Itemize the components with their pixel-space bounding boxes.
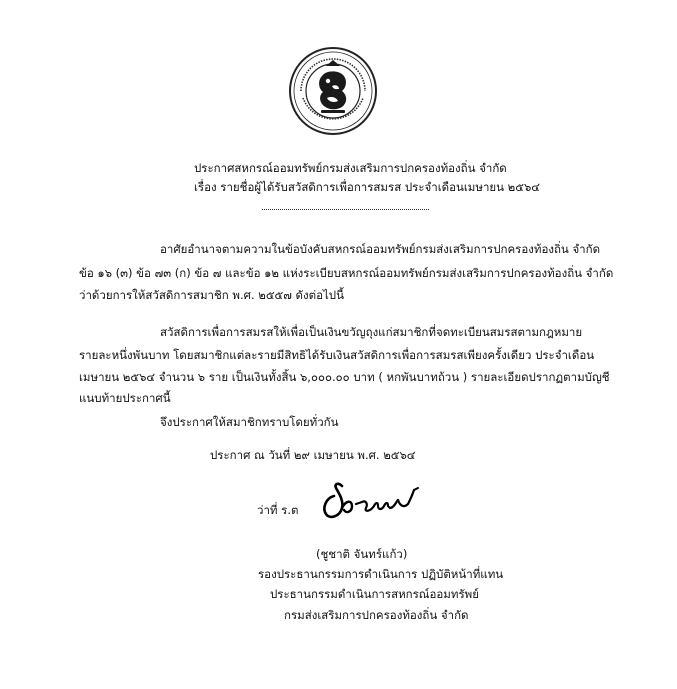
acting-label: ว่าที่ ร.ต [257, 503, 299, 517]
signatory-position-line2: ประธานกรรมดำเนินการสหกรณ์ออมทรัพย์ [270, 587, 479, 601]
para3-line: จึงประกาศให้สมาชิกทราบโดยทั่วกัน [160, 415, 339, 429]
dotted-divider [262, 209, 429, 210]
para2-line3: เมษายน ๒๕๖๔ จำนวน ๖ ราย เป็นเงินทั้งสิ้น ๖,๐๐๐.๐๐ บาท ( หกพันบาทถ้วน ) รายละเอียดปรากฏตามบัญชี [79, 370, 610, 384]
handwritten-signature [316, 478, 441, 528]
announce-date: ประกาศ ณ วันที่ ๒๙ เมษายน พ.ศ. ๒๕๖๔ [210, 448, 416, 462]
para2-line2: รายละหนึ่งพันบาท โดยสมาชิกแต่ละรายมีสิทธิได้รับเงินสวัสดิการเพื่อการสมรสเพียงครั้งเดียว ประจำเดือน [79, 348, 595, 362]
para1-line2: ข้อ ๑๖ (๓) ข้อ ๗๓ (ก) ข้อ ๗ และข้อ ๑๒ แห่งระเบียบสหกรณ์ออมทรัพย์กรมส่งเสริมการปกครองท้องถิ่น จำกัด [79, 266, 614, 280]
signatory-position-line1: รองประธานกรรมการดำเนินการ ปฏิบัติหน้าที่แทน [258, 567, 504, 581]
cooperative-seal-icon [288, 46, 378, 136]
announcement-subject: เรื่อง รายชื่อผู้ได้รับสวัสดิการเพื่อการสมรส ประจำเดือนเมษายน ๒๕๖๔ [194, 180, 540, 194]
signatory-name: (ชูชาติ จันทร์แก้ว) [316, 547, 408, 561]
para1-line1: อาศัยอำนาจตามความในข้อบังคับสหกรณ์ออมทรัพย์กรมส่งเสริมการปกครองท้องถิ่น จำกัด [160, 242, 601, 256]
para2-line1: สวัสดิการเพื่อการสมรสให้เพื่อเป็นเงินขวัญถุงแก่สมาชิกที่จดทะเบียนสมรสตามกฎหมาย [160, 325, 583, 339]
para1-line3: ว่าด้วยการให้สวัสดิการสมาชิก พ.ศ. ๒๕๕๗ ดังต่อไปนี้ [79, 288, 344, 302]
announcement-title: ประกาศสหกรณ์ออมทรัพย์กรมส่งเสริมการปกครองท้องถิ่น จำกัด [194, 161, 507, 175]
signatory-position-line3: กรมส่งเสริมการปกครองท้องถิ่น จำกัด [284, 608, 469, 622]
para2-line4: แนบท้ายประกาศนี้ [79, 391, 171, 405]
